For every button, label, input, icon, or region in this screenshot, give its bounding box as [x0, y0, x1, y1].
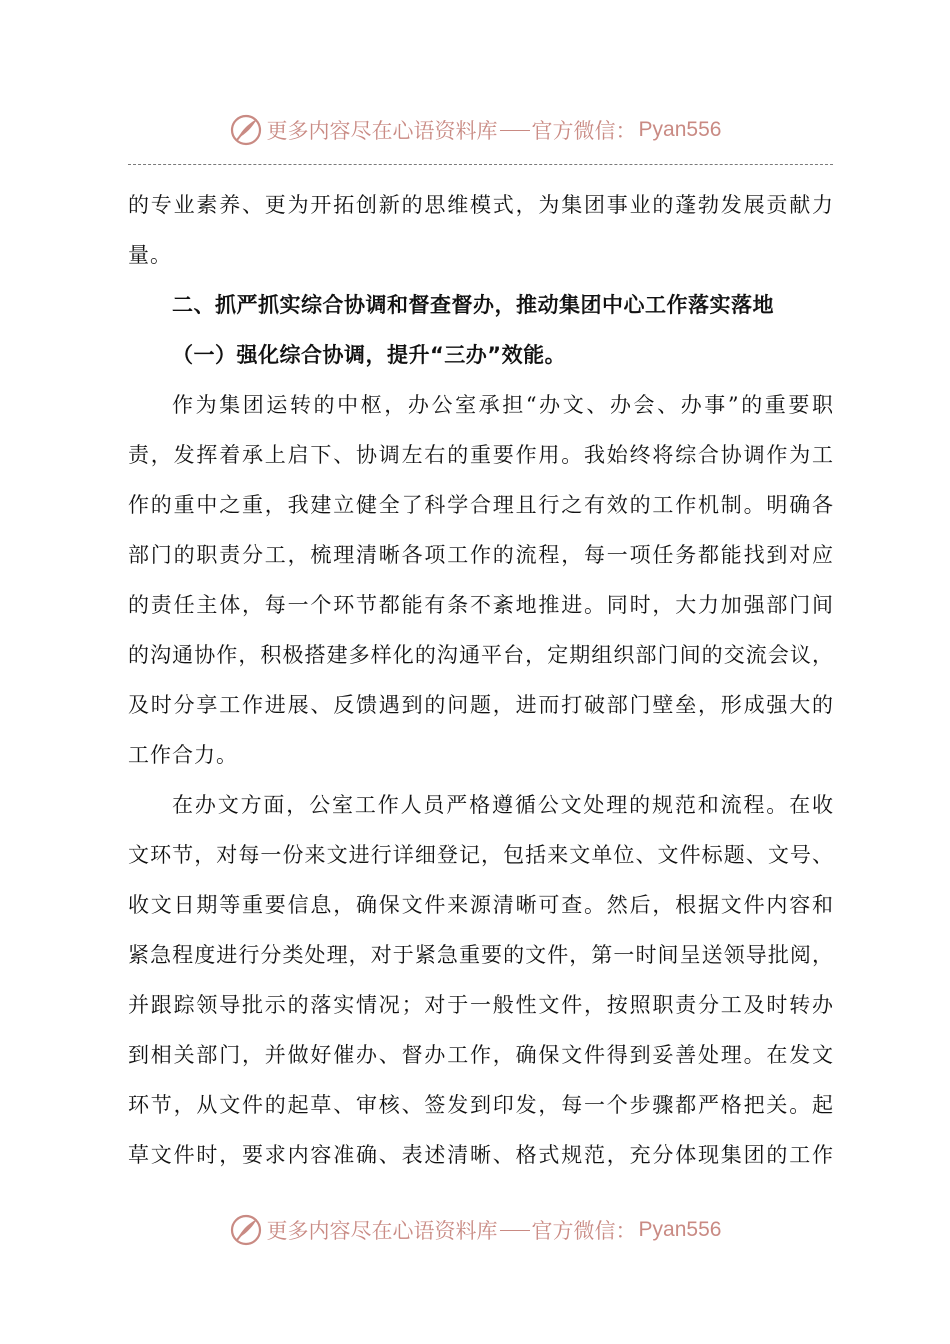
- text-line: 量。: [128, 243, 172, 267]
- header-divider: [128, 164, 833, 165]
- text-line: 及时分享工作进展、反馈遇到的问题，进而打破部门壁垒，形成强大的: [128, 693, 833, 717]
- text-line: 的专业素养、更为开拓创新的思维模式，为集团事业的蓬勃发展贡献力: [128, 193, 833, 217]
- text-line: 作为集团运转的中枢，办公室承担“办文、办会、办事”的重要职: [172, 393, 833, 417]
- text-line: 收文日期等重要信息，确保文件来源清晰可查。然后，根据文件内容和: [128, 893, 833, 917]
- text-line: 在办文方面，公室工作人员严格遵循公文处理的规范和流程。在收: [172, 793, 833, 817]
- text-line: 责，发挥着承上启下、协调左右的重要作用。我始终将综合协调作为工: [128, 443, 833, 467]
- text-line: 的沟通协作，积极搭建多样化的沟通平台，定期组织部门间的交流会议，: [128, 643, 833, 667]
- section-heading: （一）强化综合协调，提升“三办”效能。: [172, 343, 567, 367]
- header-banner: [0, 110, 950, 150]
- banner-tail: 官方微信：: [531, 1219, 637, 1243]
- footer-banner: [0, 1210, 950, 1250]
- text-line: 部门的职责分工，梳理清晰各项工作的流程，每一项任务都能找到对应: [128, 543, 833, 567]
- banner-tail: 官方微信：: [531, 119, 637, 143]
- banner-wechat-id: Pyan556: [638, 118, 722, 141]
- text-line: 环节，从文件的起草、审核、签发到印发，每一个步骤都严格把关。起: [128, 1093, 833, 1117]
- text-line: 工作合力。: [128, 743, 238, 767]
- text-line: 草文件时，要求内容准确、表述清晰、格式规范，充分体现集团的工作: [128, 1143, 833, 1167]
- text-line: 紧急程度进行分类处理，对于紧急重要的文件，第一时间呈送领导批阅，: [128, 943, 833, 967]
- banner-text: 更多内容尽在心语资料库: [266, 1219, 498, 1243]
- banner-wechat-id: Pyan556: [638, 1218, 722, 1241]
- text-line: 到相关部门，并做好催办、督办工作，确保文件得到妥善处理。在发文: [128, 1043, 833, 1067]
- banner-dash: [500, 1230, 530, 1231]
- text-line: 的责任主体，每一个环节都能有条不紊地推进。同时，大力加强部门间: [128, 593, 833, 617]
- text-line: 文环节，对每一份来文进行详细登记，包括来文单位、文件标题、文号、: [128, 843, 833, 867]
- section-heading: 二、抓严抓实综合协调和督查督办，推动集团中心工作落实落地: [172, 293, 774, 317]
- quill-pen-logo-icon: [229, 113, 263, 147]
- document-body: [128, 180, 833, 1180]
- text-line: 并跟踪领导批示的落实情况；对于一般性文件，按照职责分工及时转办: [128, 993, 833, 1017]
- quill-pen-logo-icon: [229, 1213, 263, 1247]
- banner-text: 更多内容尽在心语资料库: [266, 119, 498, 143]
- text-line: 作的重中之重，我建立健全了科学合理且行之有效的工作机制。明确各: [128, 493, 833, 517]
- banner-dash: [500, 130, 530, 131]
